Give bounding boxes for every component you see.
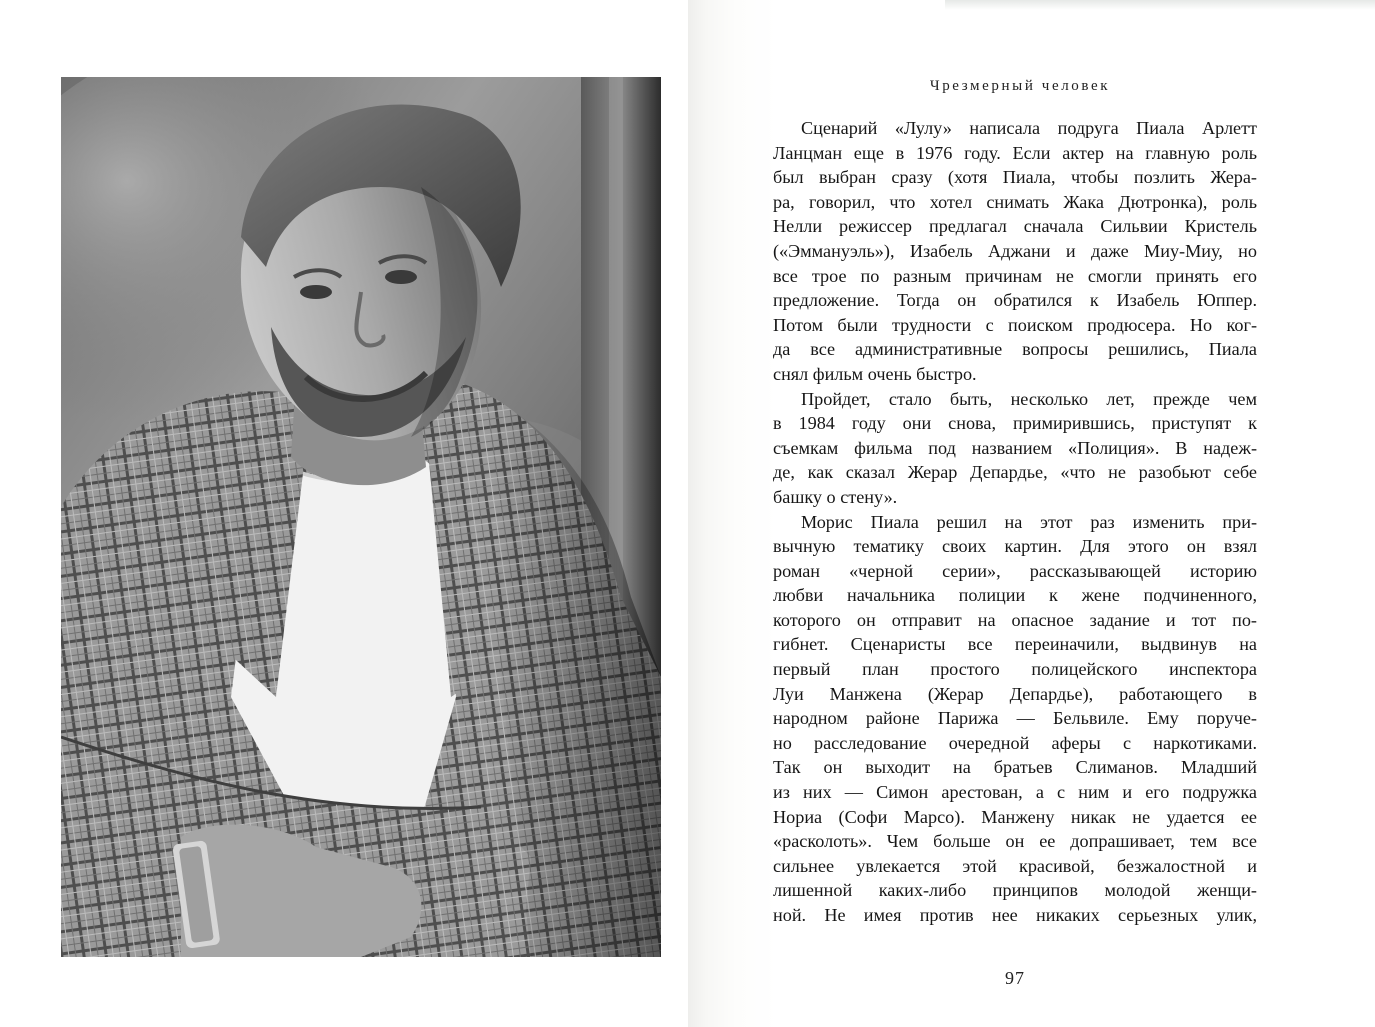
portrait-photo (61, 77, 661, 957)
text-line: из них — Симон арестован, а с ним и его подружка (773, 782, 1257, 803)
body-text (773, 116, 1257, 928)
text-line: гибнет. Сценаристы все переиначили, выдвинув на (773, 634, 1257, 655)
text-line: Сценарий «Лулу» написала подруга Пиала Арлетт (801, 118, 1257, 138)
text-line: башку о стену». (773, 486, 898, 507)
text-line: Потом были трудности с поиском продюсера. Но ког- (773, 314, 1257, 335)
page-edge-shadow (945, 0, 1375, 10)
text-line: лишенной каких-либо принципов молодой женщи- (773, 880, 1257, 901)
text-line: де, как сказал Жерар Депардье, «что не разобьют себе (773, 462, 1257, 483)
text-line: предложение. Тогда он обратился к Изабель Юппер. (773, 290, 1257, 311)
text-line: «расколоть». Чем больше он ее допрашивает, тем все (773, 831, 1257, 852)
text-line: Ланцман еще в 1976 году. Если актер на главную роль (773, 142, 1257, 163)
text-line: роман «черной серии», рассказывающей историю (773, 560, 1257, 581)
text-line: ра, говорил, что хотел снимать Жака Дютронка), роль (773, 191, 1257, 212)
text-line: Нелли режиссер предлагал сначала Сильвии Кристель (773, 216, 1257, 237)
text-line: съемкам фильма под названием «Полиция». В надеж- (773, 437, 1257, 458)
text-line: Морис Пиала решил на этот раз изменить при- (801, 511, 1257, 532)
text-line: первый план простого полицейского инспектора (773, 659, 1257, 680)
text-line: («Эммануэль»), Изабель Аджани и даже Миу-Миу, но (773, 240, 1257, 261)
text-line: любви начальника полиции к жене подчиненного, (773, 585, 1257, 606)
text-line: сильнее увлекается этой красивой, безжалостной и (773, 855, 1257, 876)
text-line: народном районе Парижа — Бельвиле. Ему поруче- (773, 708, 1257, 729)
text-line: ной. Не имея против нее никаких серьезных улик, (773, 905, 1257, 925)
text-line: все трое по разным причинам не смогли принять его (773, 265, 1257, 286)
text-line: снял фильм очень быстро. (773, 363, 977, 384)
text-line: Пройдет, стало быть, несколько лет, прежде чем (801, 388, 1257, 409)
running-head: Чрезмерный человек (929, 78, 1111, 94)
text-line: в 1984 году они снова, примирившись, приступят к (773, 413, 1257, 434)
text-line: был выбран сразу (хотя Пиала, чтобы позлить Жера- (773, 167, 1257, 188)
text-line: да все административные вопросы решились, Пиала (773, 339, 1257, 360)
text-line: Нориа (Софи Марсо). Манжену никак не удается ее (773, 806, 1257, 827)
page-number: 97 (1005, 968, 1025, 988)
text-line: которого он отправит на опасное задание и тот по- (773, 609, 1257, 630)
text-line: вычную тематику своих картин. Для этого он взял (773, 536, 1257, 557)
text-line: но расследование очередной аферы с наркотиками. (773, 732, 1257, 753)
text-line: Луи Манжена (Жерар Депардье), работающего в (773, 683, 1257, 704)
text-line: Так он выходит на братьев Слиманов. Младший (773, 757, 1257, 778)
